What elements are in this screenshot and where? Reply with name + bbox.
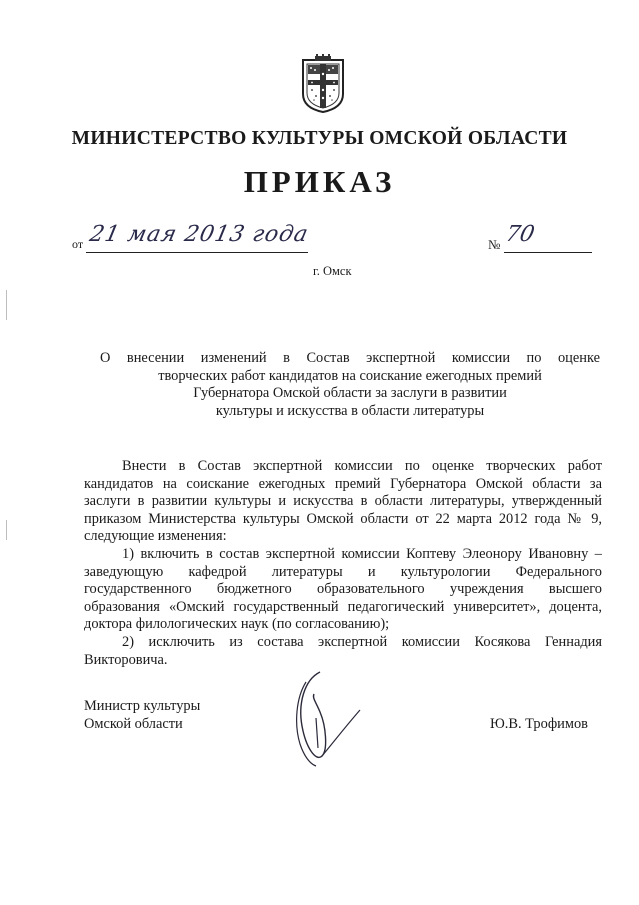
handwritten-date: 21 мая 2013 года xyxy=(87,222,311,247)
omsk-coat-of-arms-icon xyxy=(300,54,346,114)
body-line: государственного бюджетного образовательного учреждения высшего xyxy=(84,581,602,598)
number-underline xyxy=(504,252,592,253)
date-prefix: от xyxy=(72,237,84,251)
body-line: образования «Омский государственный педагогический университет», доцента, xyxy=(84,598,602,615)
city: г. Омск xyxy=(313,264,352,278)
order-subject xyxy=(100,350,600,420)
scan-edge-mark xyxy=(6,520,7,540)
ministry-name: МИНИСТЕРСТВО КУЛЬТУРЫ ОМСКОЙ ОБЛАСТИ xyxy=(71,128,568,149)
body-line: доктора филологических наук (по согласованию); xyxy=(84,616,390,633)
position-line: Омской области xyxy=(84,715,183,732)
body-line: заслуги в развитии культуры и искусства в области литературы, утвержденный xyxy=(84,493,602,510)
body-line: 2) исключить из состава экспертной комиссии Косякова Геннадия xyxy=(122,633,602,650)
body-line: заведующую кафедрой литературы и культурологии Федерального xyxy=(84,563,602,580)
subject-line: О внесении изменений в Состав экспертной комиссии по оценке xyxy=(100,350,600,366)
handwritten-signature xyxy=(276,664,386,774)
body-line: следующие изменения: xyxy=(84,528,227,545)
signatory-name: Ю.В. Трофимов xyxy=(490,716,588,732)
date-underline xyxy=(86,252,308,253)
body-line: Внести в Состав экспертной комиссии по оценке творческих работ xyxy=(122,458,602,474)
scan-edge-mark xyxy=(6,290,7,320)
subject-line: культуры и искусства в области литературы xyxy=(215,402,485,419)
signatory-position xyxy=(84,698,200,733)
body-line: кандидатов на соискание ежегодных премий Губернатора Омской области за xyxy=(84,475,602,492)
handwritten-number: 70 xyxy=(503,222,537,247)
subject-line: Губернатора Омской области за заслуги в развитии xyxy=(193,385,507,401)
body-line: 1) включить в состав экспертной комиссии Коптеву Элеонору Ивановну – xyxy=(122,545,602,562)
subject-line: творческих работ кандидатов на соискание ежегодных премий xyxy=(158,367,542,384)
body-line: приказом Министерства культуры Омской области от 22 марта 2012 года № 9, xyxy=(84,510,602,527)
number-prefix: № xyxy=(488,237,501,252)
position-line: Министр культуры xyxy=(84,698,201,714)
body-line: Викторовича. xyxy=(84,651,168,668)
document-title: ПРИКАЗ xyxy=(243,164,396,199)
order-body xyxy=(84,458,602,669)
